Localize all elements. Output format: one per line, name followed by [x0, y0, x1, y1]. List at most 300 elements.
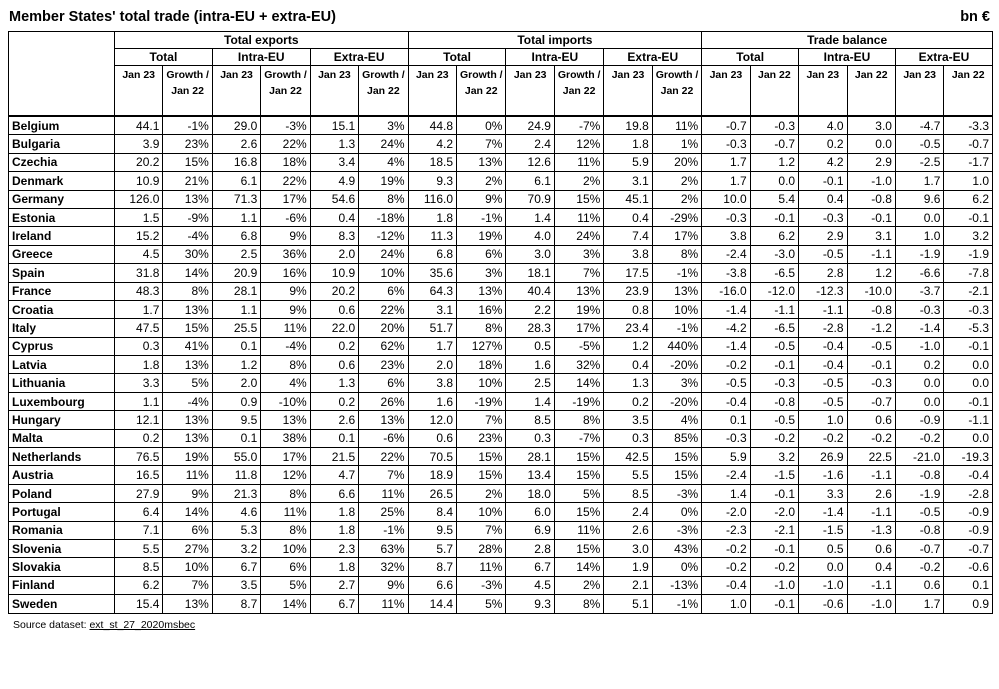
value-cell: -0.2: [895, 558, 943, 576]
value-cell: 3.8: [702, 227, 750, 245]
col-header-jan23: Jan 23: [604, 66, 652, 117]
col-header-growth: [359, 66, 408, 117]
value-cell: 8.5: [114, 558, 162, 576]
value-cell: 3.2: [750, 448, 798, 466]
value-cell: -0.3: [895, 300, 943, 318]
value-cell: 0.6: [408, 429, 456, 447]
col-header-jan23: Jan 23: [114, 66, 162, 117]
value-cell: -0.1: [944, 208, 993, 226]
value-cell: 26.9: [799, 448, 847, 466]
value-cell: -1.9: [895, 484, 943, 502]
value-cell: -1.1: [847, 466, 895, 484]
value-cell: 3.8: [604, 245, 652, 263]
country-cell: Croatia: [9, 300, 115, 318]
value-cell: 7.1: [114, 521, 162, 539]
country-cell: Ireland: [9, 227, 115, 245]
value-cell: 32%: [554, 356, 603, 374]
value-cell: 0.1: [212, 337, 260, 355]
value-cell: 62%: [359, 337, 408, 355]
value-cell: -0.1: [944, 392, 993, 410]
value-cell: 6.1: [506, 172, 554, 190]
value-cell: 11%: [554, 208, 603, 226]
value-cell: 24%: [359, 245, 408, 263]
value-cell: 5.1: [604, 595, 652, 613]
value-cell: -0.3: [944, 300, 993, 318]
value-cell: 14%: [554, 558, 603, 576]
value-cell: -0.5: [847, 337, 895, 355]
country-cell: Hungary: [9, 411, 115, 429]
value-cell: -20%: [652, 356, 701, 374]
value-cell: 1.4: [506, 392, 554, 410]
value-cell: -0.7: [847, 392, 895, 410]
value-cell: -1.0: [750, 576, 798, 594]
value-cell: 30%: [163, 245, 212, 263]
value-cell: 23.9: [604, 282, 652, 300]
value-cell: 440%: [652, 337, 701, 355]
country-cell: Latvia: [9, 356, 115, 374]
value-cell: 10%: [261, 539, 310, 557]
value-cell: 15.1: [310, 116, 358, 135]
country-cell: France: [9, 282, 115, 300]
value-cell: 6.6: [408, 576, 456, 594]
value-cell: 8%: [261, 521, 310, 539]
value-cell: -7%: [554, 429, 603, 447]
value-cell: 1.7: [702, 172, 750, 190]
value-cell: -1.4: [702, 300, 750, 318]
col-header-jan22: Jan 22: [944, 66, 993, 117]
country-cell: Malta: [9, 429, 115, 447]
value-cell: 0.2: [310, 337, 358, 355]
value-cell: -6.6: [895, 264, 943, 282]
value-cell: 2.8: [506, 539, 554, 557]
value-cell: 19%: [163, 448, 212, 466]
value-cell: -1.0: [799, 576, 847, 594]
table-row: [9, 484, 993, 502]
unit-label: bn €: [960, 9, 990, 25]
value-cell: 45.1: [604, 190, 652, 208]
value-cell: -1%: [652, 264, 701, 282]
value-cell: 0.5: [799, 539, 847, 557]
value-cell: 0.2: [114, 429, 162, 447]
value-cell: -5%: [554, 337, 603, 355]
value-cell: 0.1: [310, 429, 358, 447]
value-cell: 0.3: [114, 337, 162, 355]
value-cell: 23%: [359, 356, 408, 374]
value-cell: 5%: [554, 484, 603, 502]
value-cell: 13.4: [506, 466, 554, 484]
value-cell: -0.6: [944, 558, 993, 576]
value-cell: 127%: [457, 337, 506, 355]
value-cell: 14%: [163, 264, 212, 282]
value-cell: 54.6: [310, 190, 358, 208]
value-cell: 14%: [261, 595, 310, 613]
value-cell: 0.4: [604, 356, 652, 374]
value-cell: 2.0: [408, 356, 456, 374]
value-cell: -19.3: [944, 448, 993, 466]
value-cell: 15%: [652, 448, 701, 466]
value-cell: 10.9: [114, 172, 162, 190]
value-cell: 12.6: [506, 153, 554, 171]
value-cell: -0.1: [750, 595, 798, 613]
value-cell: -20%: [652, 392, 701, 410]
value-cell: -10.0: [847, 282, 895, 300]
value-cell: 15%: [457, 466, 506, 484]
value-cell: -3.0: [750, 245, 798, 263]
value-cell: 2.4: [604, 503, 652, 521]
country-cell: Austria: [9, 466, 115, 484]
value-cell: 13%: [652, 282, 701, 300]
value-cell: 17%: [261, 190, 310, 208]
table-row: [9, 153, 993, 171]
value-cell: -2.0: [750, 503, 798, 521]
value-cell: 44.1: [114, 116, 162, 135]
value-cell: 44.8: [408, 116, 456, 135]
value-cell: -1.3: [847, 521, 895, 539]
value-cell: -1%: [652, 319, 701, 337]
value-cell: 7%: [457, 521, 506, 539]
value-cell: 1.6: [506, 356, 554, 374]
value-cell: -21.0: [895, 448, 943, 466]
value-cell: 76.5: [114, 448, 162, 466]
corner-cell-2: [9, 49, 115, 66]
value-cell: -1.5: [750, 466, 798, 484]
value-cell: 9%: [457, 190, 506, 208]
col-header-jan22: Jan 22: [847, 66, 895, 117]
value-cell: -0.1: [750, 484, 798, 502]
value-cell: -0.5: [799, 245, 847, 263]
value-cell: -0.2: [750, 429, 798, 447]
value-cell: 13%: [457, 282, 506, 300]
value-cell: 6%: [359, 282, 408, 300]
col-header-jan23: Jan 23: [799, 66, 847, 117]
value-cell: 15%: [554, 466, 603, 484]
value-cell: 0.3: [604, 429, 652, 447]
value-cell: 47.5: [114, 319, 162, 337]
value-cell: 15%: [554, 503, 603, 521]
table-row: [9, 374, 993, 392]
value-cell: 9%: [261, 282, 310, 300]
value-cell: 8%: [457, 319, 506, 337]
table-row: [9, 558, 993, 576]
value-cell: -0.6: [799, 595, 847, 613]
value-cell: 11%: [554, 521, 603, 539]
value-cell: -0.3: [702, 135, 750, 153]
value-cell: 7%: [457, 411, 506, 429]
country-cell: Italy: [9, 319, 115, 337]
value-cell: -0.2: [702, 356, 750, 374]
subgroup-header: Extra-EU: [895, 49, 992, 66]
value-cell: 13%: [163, 411, 212, 429]
value-cell: -19%: [457, 392, 506, 410]
value-cell: 11%: [261, 319, 310, 337]
value-cell: 2.8: [799, 264, 847, 282]
value-cell: -0.3: [702, 208, 750, 226]
value-cell: 4.9: [310, 172, 358, 190]
value-cell: 19%: [359, 172, 408, 190]
value-cell: 10.0: [702, 190, 750, 208]
value-cell: 8.3: [310, 227, 358, 245]
value-cell: 1.7: [702, 153, 750, 171]
value-cell: -0.1: [750, 356, 798, 374]
value-cell: -4%: [163, 392, 212, 410]
value-cell: 4%: [261, 374, 310, 392]
value-cell: 19.8: [604, 116, 652, 135]
value-cell: -1.0: [847, 172, 895, 190]
value-cell: 126.0: [114, 190, 162, 208]
value-cell: 19%: [554, 300, 603, 318]
value-cell: 28.1: [212, 282, 260, 300]
value-cell: 2%: [554, 576, 603, 594]
value-cell: 6.0: [506, 503, 554, 521]
value-cell: 2.6: [847, 484, 895, 502]
value-cell: 6.2: [944, 190, 993, 208]
value-cell: -1.1: [750, 300, 798, 318]
value-cell: 4%: [652, 411, 701, 429]
value-cell: 21.5: [310, 448, 358, 466]
value-cell: 7.4: [604, 227, 652, 245]
value-cell: -2.8: [944, 484, 993, 502]
value-cell: 9%: [163, 484, 212, 502]
value-cell: 28%: [457, 539, 506, 557]
value-cell: 4.0: [799, 116, 847, 135]
corner-cell: [9, 32, 115, 49]
value-cell: 0.2: [604, 392, 652, 410]
value-cell: 64.3: [408, 282, 456, 300]
value-cell: 6.2: [114, 576, 162, 594]
value-cell: 1.6: [408, 392, 456, 410]
value-cell: 16.8: [212, 153, 260, 171]
value-cell: 18.0: [506, 484, 554, 502]
value-cell: 11.3: [408, 227, 456, 245]
value-cell: 9.5: [408, 521, 456, 539]
value-cell: -0.4: [702, 576, 750, 594]
value-cell: 1.7: [114, 300, 162, 318]
value-cell: -0.7: [944, 539, 993, 557]
value-cell: 24%: [359, 135, 408, 153]
value-cell: -4.2: [702, 319, 750, 337]
country-cell: Slovakia: [9, 558, 115, 576]
value-cell: 11%: [457, 558, 506, 576]
value-cell: -0.7: [750, 135, 798, 153]
value-cell: 1.2: [847, 264, 895, 282]
value-cell: -0.2: [750, 558, 798, 576]
value-cell: -0.8: [895, 466, 943, 484]
value-cell: 13%: [457, 153, 506, 171]
value-cell: 2.9: [847, 153, 895, 171]
value-cell: -0.3: [702, 429, 750, 447]
value-cell: 9%: [261, 300, 310, 318]
value-cell: 25.5: [212, 319, 260, 337]
value-cell: 8%: [261, 356, 310, 374]
value-cell: 1.2: [212, 356, 260, 374]
value-cell: 2.5: [506, 374, 554, 392]
value-cell: 6%: [163, 521, 212, 539]
value-cell: 8%: [359, 190, 408, 208]
value-cell: 15.2: [114, 227, 162, 245]
value-cell: -3.7: [895, 282, 943, 300]
value-cell: -3.8: [702, 264, 750, 282]
value-cell: -1.0: [847, 595, 895, 613]
value-cell: 3.4: [310, 153, 358, 171]
value-cell: 15%: [554, 539, 603, 557]
value-cell: 2.7: [310, 576, 358, 594]
group-header-imports: Total imports: [408, 32, 702, 49]
value-cell: 0.9: [944, 595, 993, 613]
value-cell: 2.6: [604, 521, 652, 539]
value-cell: 3%: [359, 116, 408, 135]
value-cell: 15%: [163, 319, 212, 337]
value-cell: 32%: [359, 558, 408, 576]
value-cell: 0.2: [895, 356, 943, 374]
value-cell: 2%: [652, 190, 701, 208]
value-cell: -3%: [457, 576, 506, 594]
value-cell: 1.8: [310, 521, 358, 539]
value-cell: 1.2: [604, 337, 652, 355]
value-cell: 0.0: [750, 172, 798, 190]
value-cell: -0.1: [750, 208, 798, 226]
value-cell: -19%: [554, 392, 603, 410]
value-cell: -2.1: [750, 521, 798, 539]
table-row: [9, 466, 993, 484]
value-cell: -3%: [261, 116, 310, 135]
value-cell: 3.3: [114, 374, 162, 392]
value-cell: -2.1: [944, 282, 993, 300]
value-cell: -0.5: [702, 374, 750, 392]
value-cell: -16.0: [702, 282, 750, 300]
value-cell: 1.4: [702, 484, 750, 502]
value-cell: -0.7: [895, 539, 943, 557]
col-header-growth-top: Growth /: [264, 69, 307, 81]
value-cell: -2.0: [702, 503, 750, 521]
table-row: [9, 135, 993, 153]
value-cell: 22%: [359, 300, 408, 318]
value-cell: -0.2: [702, 539, 750, 557]
value-cell: 28.1: [506, 448, 554, 466]
value-cell: 6.1: [212, 172, 260, 190]
value-cell: 1.7: [895, 595, 943, 613]
value-cell: -4%: [261, 337, 310, 355]
value-cell: -18%: [359, 208, 408, 226]
table-row: [9, 429, 993, 447]
value-cell: -0.8: [895, 521, 943, 539]
value-cell: 1.7: [895, 172, 943, 190]
value-cell: 22.5: [847, 448, 895, 466]
value-cell: 0.1: [212, 429, 260, 447]
value-cell: -0.5: [799, 392, 847, 410]
value-cell: -0.2: [799, 429, 847, 447]
value-cell: 15%: [652, 466, 701, 484]
value-cell: 2.4: [506, 135, 554, 153]
value-cell: 7%: [457, 135, 506, 153]
value-cell: 3.0: [506, 245, 554, 263]
value-cell: -1.7: [944, 153, 993, 171]
value-cell: -0.3: [799, 208, 847, 226]
value-cell: 1.0: [895, 227, 943, 245]
col-header-growth-bottom: Jan 22: [367, 85, 400, 97]
col-header-growth-bottom: Jan 22: [660, 85, 694, 97]
value-cell: 0.6: [310, 300, 358, 318]
value-cell: 2%: [554, 172, 603, 190]
value-cell: 0.4: [799, 190, 847, 208]
value-cell: 8%: [163, 282, 212, 300]
value-cell: 35.6: [408, 264, 456, 282]
value-cell: 4.5: [506, 576, 554, 594]
value-cell: 1.3: [604, 374, 652, 392]
value-cell: 0.0: [895, 374, 943, 392]
value-cell: 1.8: [310, 503, 358, 521]
value-cell: -12%: [359, 227, 408, 245]
value-cell: 2.3: [310, 539, 358, 557]
table-row: [9, 356, 993, 374]
value-cell: -1.6: [799, 466, 847, 484]
value-cell: 5%: [261, 576, 310, 594]
value-cell: 13%: [163, 300, 212, 318]
table-row: [9, 337, 993, 355]
country-cell: Belgium: [9, 116, 115, 135]
value-cell: 0.3: [506, 429, 554, 447]
value-cell: 22%: [359, 448, 408, 466]
value-cell: 17%: [652, 227, 701, 245]
col-header-growth: [261, 66, 310, 117]
value-cell: 5%: [163, 374, 212, 392]
value-cell: 3%: [652, 374, 701, 392]
value-cell: 0.9: [212, 392, 260, 410]
value-cell: 4.0: [506, 227, 554, 245]
value-cell: 1.0: [944, 172, 993, 190]
page-title: Member States' total trade (intra-EU + extra-EU): [9, 9, 336, 25]
value-cell: -5.3: [944, 319, 993, 337]
value-cell: 36%: [261, 245, 310, 263]
value-cell: -2.8: [799, 319, 847, 337]
value-cell: 20.9: [212, 264, 260, 282]
table-row: [9, 503, 993, 521]
value-cell: 22.0: [310, 319, 358, 337]
value-cell: 5.5: [114, 539, 162, 557]
value-cell: -1.1: [799, 300, 847, 318]
value-cell: -1.1: [847, 245, 895, 263]
value-cell: 8.7: [408, 558, 456, 576]
value-cell: -1.5: [799, 521, 847, 539]
col-header-jan23: Jan 23: [212, 66, 260, 117]
source-dataset-link[interactable]: ext_st_27_2020msbec: [89, 619, 196, 631]
value-cell: 11%: [359, 595, 408, 613]
value-cell: 7%: [359, 466, 408, 484]
value-cell: 3.5: [604, 411, 652, 429]
value-cell: -0.4: [799, 337, 847, 355]
value-cell: -4%: [163, 227, 212, 245]
country-cell: Sweden: [9, 595, 115, 613]
value-cell: -0.1: [847, 356, 895, 374]
col-header-growth: [163, 66, 212, 117]
value-cell: -0.1: [847, 208, 895, 226]
value-cell: 14.4: [408, 595, 456, 613]
country-cell: Slovenia: [9, 539, 115, 557]
value-cell: 22%: [261, 172, 310, 190]
value-cell: 0.0: [944, 356, 993, 374]
value-cell: 3.5: [212, 576, 260, 594]
table-row: [9, 392, 993, 410]
value-cell: 13%: [163, 429, 212, 447]
value-cell: 85%: [652, 429, 701, 447]
col-header-growth-bottom: Jan 22: [171, 85, 204, 97]
col-header-growth-top: Growth /: [460, 69, 503, 81]
value-cell: 10%: [457, 503, 506, 521]
value-cell: 3.0: [604, 539, 652, 557]
col-header-growth-top: Growth /: [557, 69, 601, 81]
value-cell: 15.4: [114, 595, 162, 613]
table-row: [9, 116, 993, 135]
subgroup-header: Total: [114, 49, 212, 66]
